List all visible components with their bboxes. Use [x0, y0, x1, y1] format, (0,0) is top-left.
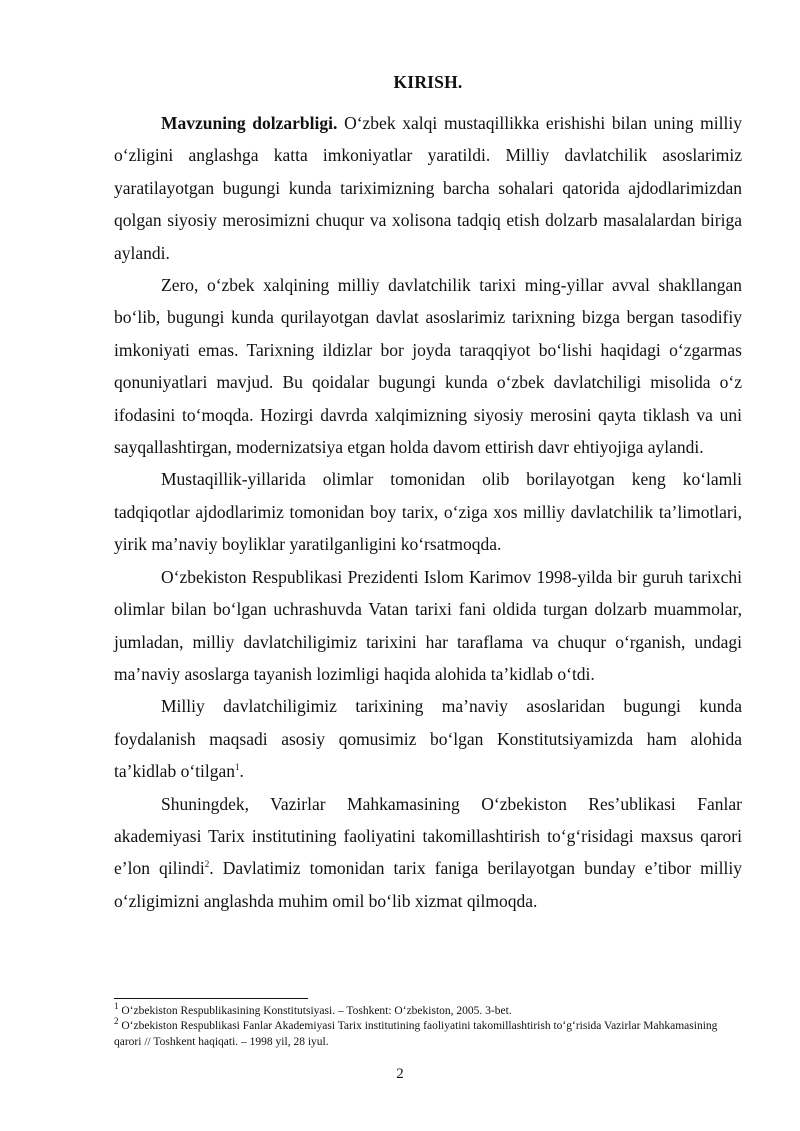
footnote-ref[interactable]: 1 [235, 762, 240, 773]
footnotes [114, 1001, 742, 1050]
paragraph-text: Milliy davlatchiligimiz tarixining ma’naviy asoslaridan bugungi kunda foydalanish maqsadi asosiy qomusimiz bo‘lgan Konstitutsiyamizda ham alohida ta’kidlab o‘tilgan [114, 696, 742, 782]
paragraph-3: Mustaqillik-yillarida olimlar tomonidan olib borilayotgan keng ko‘lamli tadqiqotlar ajdodlarimiz tomonidan boy tarix, o‘ziga xos milliy davlatchilik ta’limotlari, yirik ma’naviy boyliklar yaratilganligini ko‘rsatmoqda. [114, 469, 742, 555]
footnote-text: O‘zbekiston Respublikasining Konstitutsiyasi. – Toshkent: O‘zbekiston, 2005. 3-bet. [118, 1005, 512, 1017]
footnote-1 [114, 1001, 742, 1019]
page-title: KIRISH. [393, 72, 463, 92]
paragraph-2: Zero, o‘zbek xalqining milliy davlatchilik tarixi ming-yillar avval shakllangan bo‘lib, bugungi kunda qurilayotgan davlat asoslarimiz tarixning bizga bergan tasodifiy imkoniyati emas. Tarixning ildizlar bor joyda taraqqiyot bo‘lishi haqidagi o‘zgarmas qonuniyatlari mavjud. Bu qoidalar bugungi kunda o‘zbek davlatchiligi misolida o‘z ifodasini to‘moqda. Hozirgi davrda xalqimizning siyosiy merosini qayta tiklash va uni sayqallashtirgan, modernizatsiya etgan holda davom ettirish davr ehtiyojiga aylandi. [114, 275, 742, 458]
paragraph-text: Shuningdek, Vazirlar Mahkamasining O‘zbekiston Res’ublikasi Fanlar akademiyasi Tarix institutining faoliyatini takomillashtirish to‘g‘risidagi maxsus qarori e’lon qilindi [114, 793, 742, 879]
footnote-ref[interactable]: 2 [204, 859, 210, 870]
footnote-2 [114, 1016, 742, 1050]
footnote-text: O‘zbekiston Respublikasi Fanlar Akademiyasi Tarix institutining faoliyatini takomillashtirish to‘g‘risida Vazirlar Mahkamasining qarori // Toshkent haqiqati. – 1998 yil, 28 iyul. [114, 1020, 718, 1048]
page-body [114, 72, 742, 917]
footnote-number: 1 [114, 1001, 119, 1012]
paragraph-6 [114, 788, 742, 918]
paragraph-5 [114, 690, 742, 787]
paragraph-text-after: . [239, 761, 244, 782]
paragraph-4: O‘zbekiston Respublikasi Prezidenti Islom Karimov 1998-yilda bir guruh tarixchi olimlar bilan bo‘lgan uchrashuvda Vatan tarixi fani oldida turgan dolzarb muammolar, jumladan, milliy davlatchiligimiz tarixini har taraflama va chuqur o‘rganish, undagi ma’naviy asoslarga tayanish lozimligi haqida alohida ta’kidlab o‘tdi. [114, 566, 742, 684]
footnote-number: 2 [114, 1016, 119, 1027]
footnote-separator [114, 998, 308, 999]
paragraph-text-after: . Davlatimiz tomonidan tarix faniga berilayotgan bunday e’tibor milliy o‘zligimizni anglashda muhim omil bo‘lib xizmat qilmoqda. [114, 858, 742, 911]
page-number: 2 [396, 1066, 404, 1082]
paragraph-lead: Mavzuning dolzarbligi. [161, 113, 338, 133]
paragraph-text: O‘zbek xalqi mustaqillikka erishishi bilan uning milliy o‘zligini anglashga katta imkoniyatlar yaratildi. Milliy davlatchilik asoslarimiz yaratilayotgan bugungi kunda tariximizning barcha sohalari qatorida ajdodlarimizdan qolgan siyosiy merosimizni chuqur va xolisona tadqiq etish dolzarb masalalardan biriga aylandi. [114, 113, 742, 263]
paragraph-1 [114, 107, 742, 269]
